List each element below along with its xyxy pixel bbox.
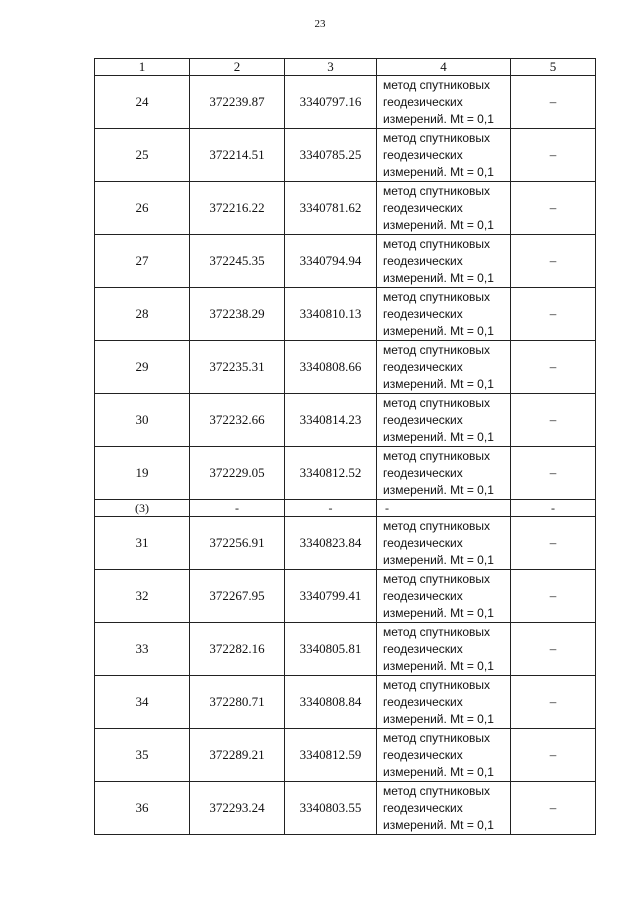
x-coordinate-cell: 372280.71: [190, 676, 285, 729]
table-row: [95, 570, 596, 623]
table-row: [95, 623, 596, 676]
method-cell: [377, 129, 511, 182]
method-text-line: метод спутниковых: [383, 236, 491, 251]
method-cell: [377, 394, 511, 447]
x-coordinate-cell: 372267.95: [190, 570, 285, 623]
x-coordinate-cell: 372229.05: [190, 447, 285, 500]
table-row: [95, 676, 596, 729]
separator-cell-x: -: [190, 500, 285, 517]
note-cell: –: [511, 676, 596, 729]
method-cell: [377, 570, 511, 623]
method-text-line: метод спутниковых: [383, 77, 491, 92]
header-col-5: 5: [511, 59, 596, 76]
method-text-line: метод спутниковых: [383, 571, 491, 586]
method-text-line: геодезических: [383, 147, 463, 162]
note-cell: –: [511, 129, 596, 182]
y-coordinate-cell: 3340808.84: [285, 676, 377, 729]
y-coordinate-cell: 3340812.59: [285, 729, 377, 782]
point-number-cell: 26: [95, 182, 190, 235]
method-text-line: измерений. Mt = 0,1: [383, 376, 494, 391]
method-text-line: геодезических: [383, 641, 463, 656]
note-cell: –: [511, 182, 596, 235]
method-text-line: измерений. Mt = 0,1: [383, 711, 494, 726]
method-text-line: метод спутниковых: [383, 730, 491, 745]
method-text-line: метод спутниковых: [383, 783, 491, 798]
x-coordinate-cell: 372245.35: [190, 235, 285, 288]
table-row: [95, 129, 596, 182]
separator-cell-y: -: [285, 500, 377, 517]
method-text-line: геодезических: [383, 412, 463, 427]
table-row: [95, 782, 596, 835]
table-row: [95, 729, 596, 782]
note-cell: –: [511, 623, 596, 676]
method-text-line: геодезических: [383, 800, 463, 815]
y-coordinate-cell: 3340794.94: [285, 235, 377, 288]
y-coordinate-cell: 3340810.13: [285, 288, 377, 341]
point-number-cell: 30: [95, 394, 190, 447]
method-cell: [377, 182, 511, 235]
method-cell: [377, 341, 511, 394]
method-text-line: измерений. Mt = 0,1: [383, 552, 494, 567]
x-coordinate-cell: 372214.51: [190, 129, 285, 182]
method-cell: [377, 235, 511, 288]
method-text-line: измерений. Mt = 0,1: [383, 482, 494, 497]
note-cell: –: [511, 288, 596, 341]
y-coordinate-cell: 3340814.23: [285, 394, 377, 447]
y-coordinate-cell: 3340797.16: [285, 76, 377, 129]
table-row: [95, 447, 596, 500]
point-number-cell: 35: [95, 729, 190, 782]
y-coordinate-cell: 3340803.55: [285, 782, 377, 835]
method-text-line: геодезических: [383, 588, 463, 603]
method-text-line: метод спутниковых: [383, 183, 491, 198]
x-coordinate-cell: 372239.87: [190, 76, 285, 129]
method-cell: [377, 288, 511, 341]
method-text-line: метод спутниковых: [383, 677, 491, 692]
page-number: 23: [314, 18, 326, 30]
method-text-line: метод спутниковых: [383, 624, 491, 639]
table-row: [95, 76, 596, 129]
point-number-cell: 28: [95, 288, 190, 341]
x-coordinate-cell: 372289.21: [190, 729, 285, 782]
separator-cell-num: (3): [95, 500, 190, 517]
note-cell: –: [511, 235, 596, 288]
method-text-line: измерений. Mt = 0,1: [383, 429, 494, 444]
method-cell: [377, 623, 511, 676]
header-col-3: 3: [285, 59, 377, 76]
method-text-line: измерений. Mt = 0,1: [383, 164, 494, 179]
point-number-cell: 27: [95, 235, 190, 288]
x-coordinate-cell: 372238.29: [190, 288, 285, 341]
table-header-row: [95, 59, 596, 76]
point-number-cell: 19: [95, 447, 190, 500]
x-coordinate-cell: 372232.66: [190, 394, 285, 447]
point-number-cell: 29: [95, 341, 190, 394]
table-row: [95, 394, 596, 447]
y-coordinate-cell: 3340781.62: [285, 182, 377, 235]
coordinates-table: [94, 58, 596, 835]
point-number-cell: 33: [95, 623, 190, 676]
method-text-line: метод спутниковых: [383, 518, 491, 533]
header-col-4: 4: [377, 59, 511, 76]
method-text-line: метод спутниковых: [383, 448, 491, 463]
y-coordinate-cell: 3340805.81: [285, 623, 377, 676]
note-cell: –: [511, 517, 596, 570]
method-text-line: геодезических: [383, 694, 463, 709]
x-coordinate-cell: 372235.31: [190, 341, 285, 394]
header-col-2: 2: [190, 59, 285, 76]
table-row: [95, 235, 596, 288]
method-cell: [377, 447, 511, 500]
method-text-line: геодезических: [383, 306, 463, 321]
contour-separator-row: [95, 500, 596, 517]
y-coordinate-cell: 3340808.66: [285, 341, 377, 394]
method-text-line: измерений. Mt = 0,1: [383, 111, 494, 126]
method-cell: [377, 782, 511, 835]
method-text-line: измерений. Mt = 0,1: [383, 605, 494, 620]
method-text-line: геодезических: [383, 465, 463, 480]
point-number-cell: 34: [95, 676, 190, 729]
point-number-cell: 31: [95, 517, 190, 570]
y-coordinate-cell: 3340812.52: [285, 447, 377, 500]
method-text-line: измерений. Mt = 0,1: [383, 764, 494, 779]
point-number-cell: 36: [95, 782, 190, 835]
separator-cell-note: -: [511, 500, 596, 517]
method-cell: [377, 729, 511, 782]
table-row: [95, 288, 596, 341]
separator-cell-method: -: [377, 500, 511, 517]
method-cell: [377, 676, 511, 729]
table-row: [95, 182, 596, 235]
note-cell: –: [511, 782, 596, 835]
method-text-line: метод спутниковых: [383, 342, 491, 357]
table-row: [95, 517, 596, 570]
method-text-line: геодезических: [383, 535, 463, 550]
method-text-line: измерений. Mt = 0,1: [383, 323, 494, 338]
table-row: [95, 341, 596, 394]
x-coordinate-cell: 372256.91: [190, 517, 285, 570]
note-cell: –: [511, 394, 596, 447]
note-cell: –: [511, 341, 596, 394]
x-coordinate-cell: 372216.22: [190, 182, 285, 235]
method-text-line: геодезических: [383, 200, 463, 215]
method-cell: [377, 517, 511, 570]
header-col-1: 1: [95, 59, 190, 76]
point-number-cell: 24: [95, 76, 190, 129]
method-cell: [377, 76, 511, 129]
method-text-line: геодезических: [383, 359, 463, 374]
method-text-line: метод спутниковых: [383, 130, 491, 145]
note-cell: –: [511, 570, 596, 623]
y-coordinate-cell: 3340799.41: [285, 570, 377, 623]
method-text-line: геодезических: [383, 253, 463, 268]
method-text-line: измерений. Mt = 0,1: [383, 217, 494, 232]
method-text-line: метод спутниковых: [383, 289, 491, 304]
point-number-cell: 25: [95, 129, 190, 182]
point-number-cell: 32: [95, 570, 190, 623]
x-coordinate-cell: 372282.16: [190, 623, 285, 676]
note-cell: –: [511, 729, 596, 782]
note-cell: –: [511, 447, 596, 500]
method-text-line: геодезических: [383, 94, 463, 109]
method-text-line: метод спутниковых: [383, 395, 491, 410]
method-text-line: измерений. Mt = 0,1: [383, 270, 494, 285]
method-text-line: измерений. Mt = 0,1: [383, 658, 494, 673]
method-text-line: измерений. Mt = 0,1: [383, 817, 494, 832]
y-coordinate-cell: 3340785.25: [285, 129, 377, 182]
x-coordinate-cell: 372293.24: [190, 782, 285, 835]
method-text-line: геодезических: [383, 747, 463, 762]
y-coordinate-cell: 3340823.84: [285, 517, 377, 570]
note-cell: –: [511, 76, 596, 129]
